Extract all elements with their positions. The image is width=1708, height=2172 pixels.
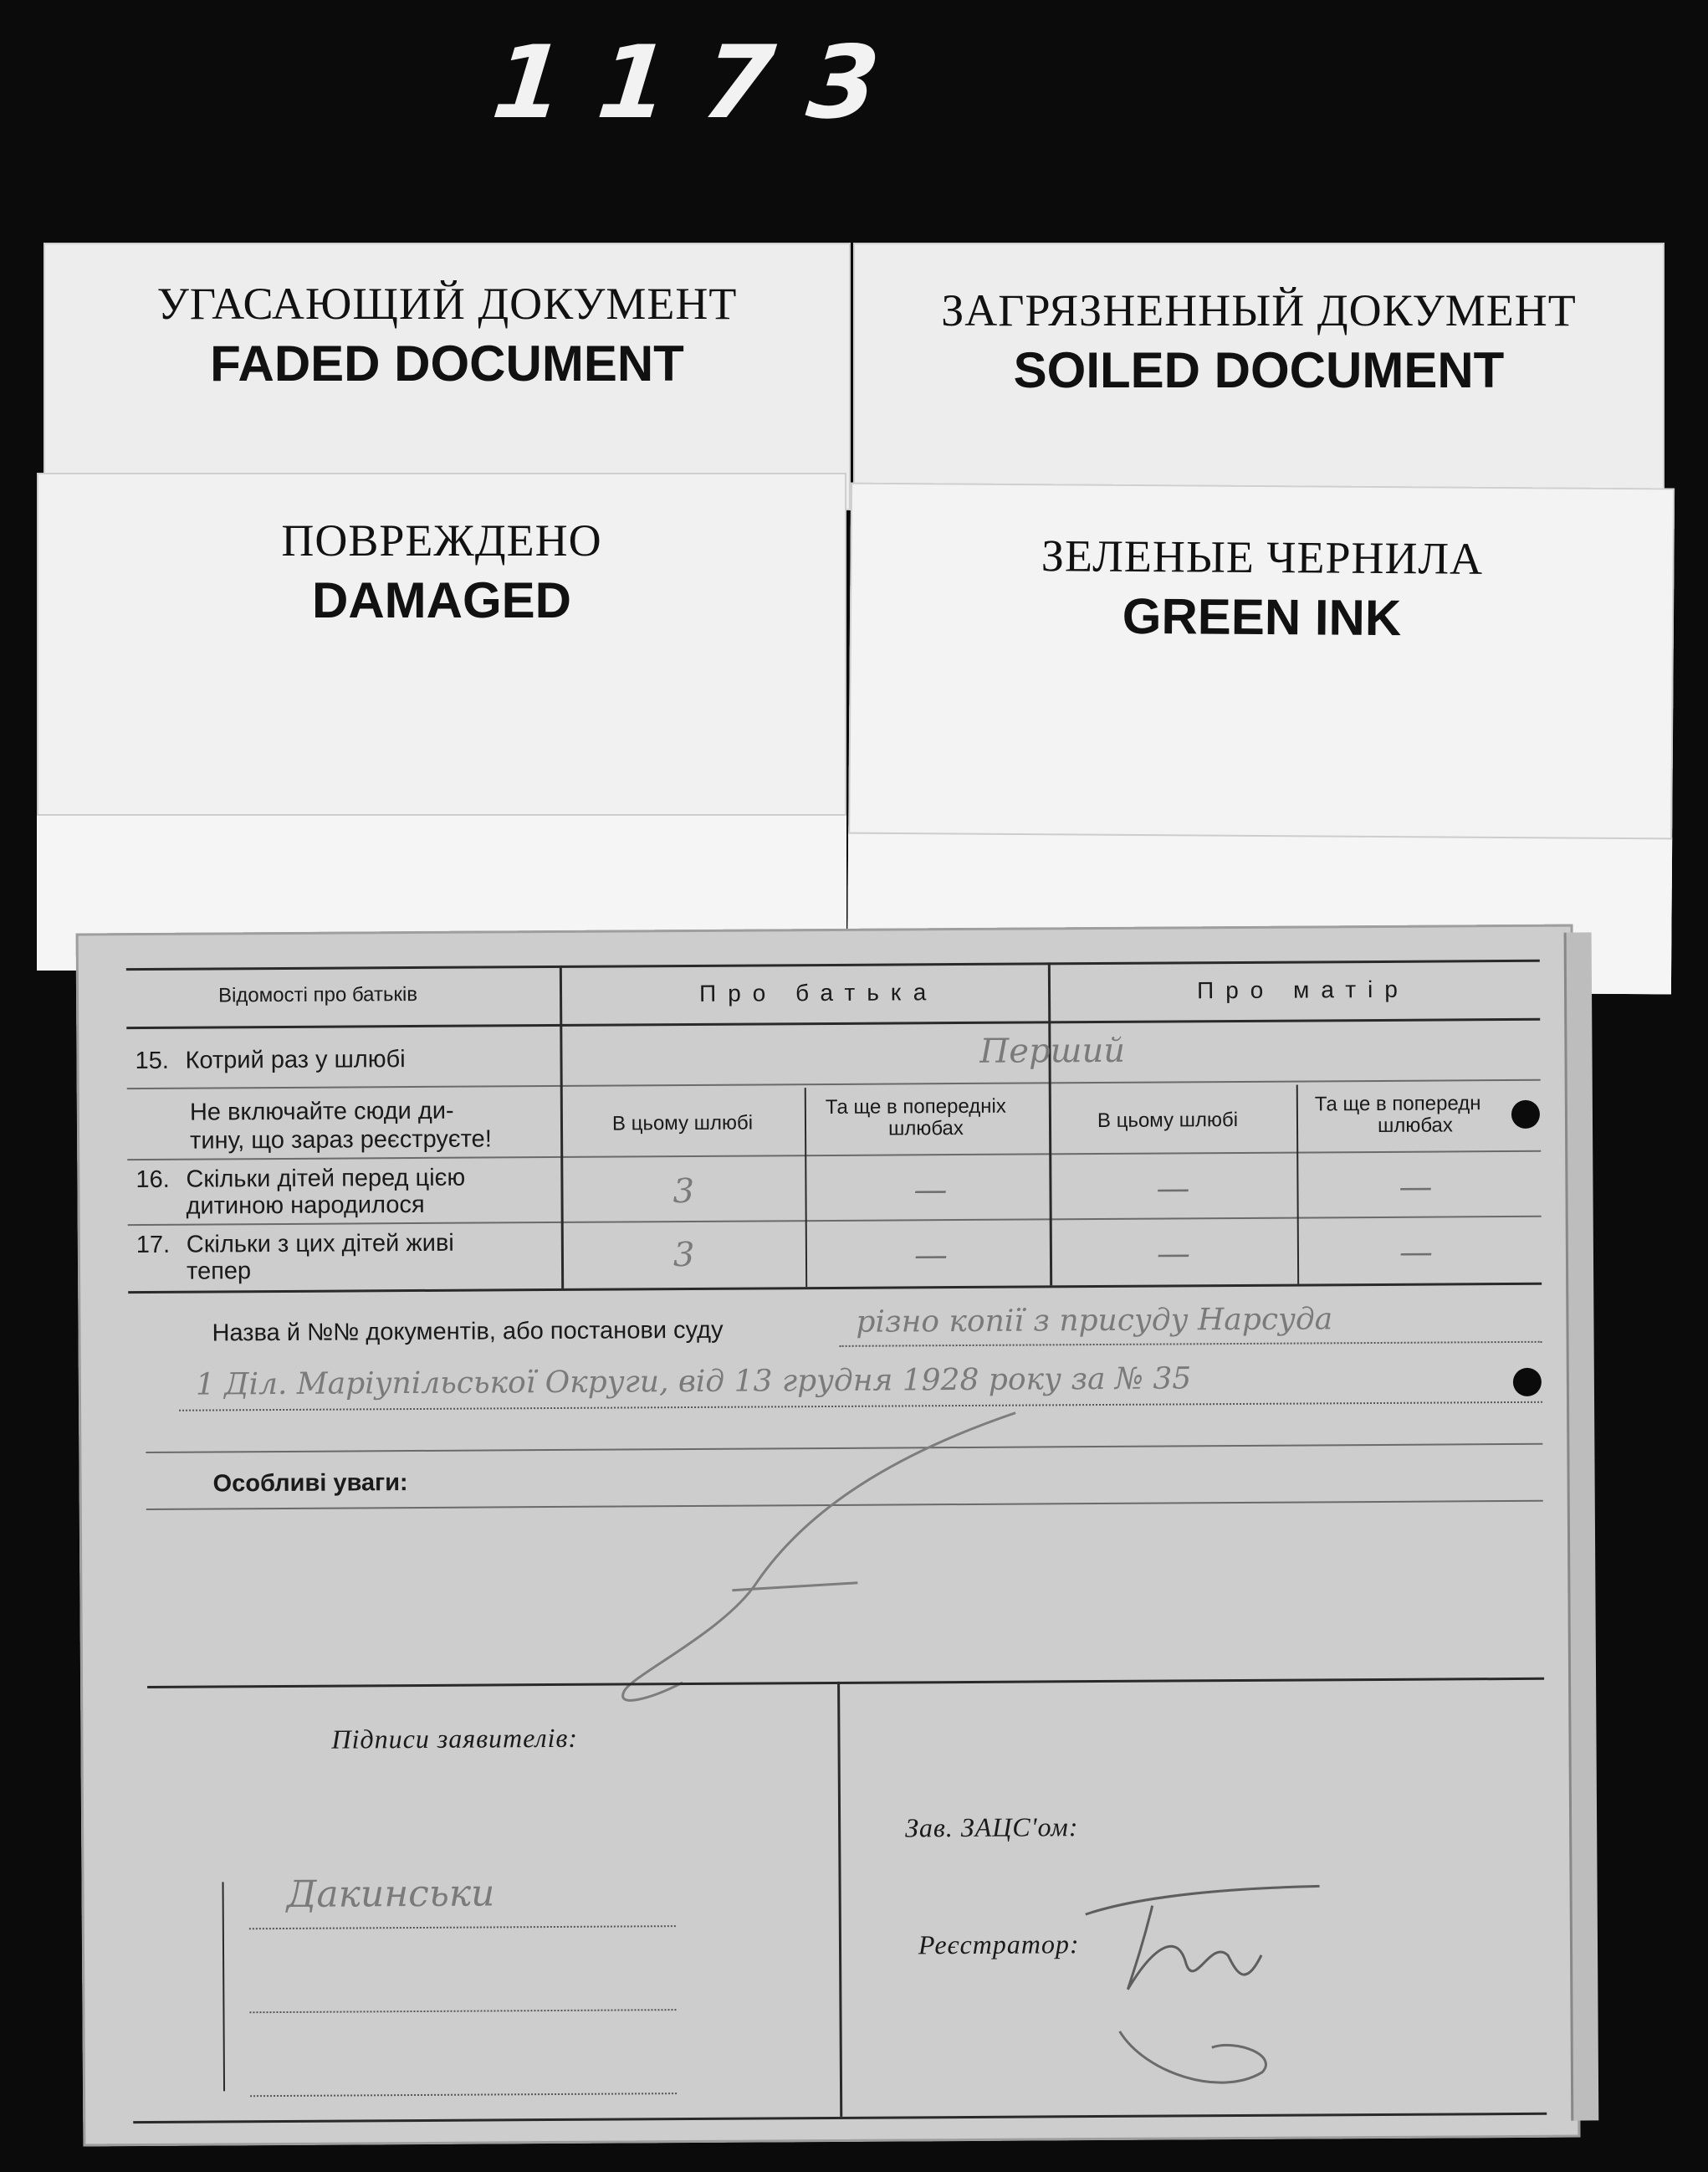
row-16-label-2: дитиною народилося <box>186 1191 425 1220</box>
row-16-father-this: 3 <box>672 1171 695 1212</box>
father-prev-header-1: Та ще в попередніх <box>825 1094 1006 1119</box>
documents-label: Назва й №№ документів, або постанови суду <box>212 1316 724 1347</box>
applicant-signature: Дакинськи <box>286 1872 495 1916</box>
mother-prev-header-2: шлюбах <box>1377 1114 1453 1137</box>
documents-handwritten-1: різно копії з присуду Нарсуда <box>856 1302 1333 1340</box>
signature-bracket <box>222 1882 226 2091</box>
signature-line <box>250 2093 677 2097</box>
green-ink-label <box>847 483 1675 995</box>
row-17-label-1: Скільки з цих дітей живі <box>186 1229 454 1258</box>
head-label: Зав. ЗАЦС'ом: <box>905 1811 1079 1843</box>
damaged-label-en: DAMAGED <box>312 572 571 628</box>
signature-divider <box>837 1682 842 2117</box>
notes-label: Особливі уваги: <box>212 1469 408 1498</box>
signature-line <box>249 1925 676 1929</box>
about-mother-header: Про матір <box>1196 976 1409 1004</box>
registrar-label: Реєстратор: <box>918 1929 1080 1960</box>
table-top-line <box>126 960 1540 971</box>
soiled-label-en: SOILED DOCUMENT <box>1013 342 1505 398</box>
column-line <box>805 1088 807 1287</box>
about-father-header: Про батька <box>698 979 938 1007</box>
page-edge <box>1564 932 1599 2120</box>
column-line <box>560 966 564 1288</box>
row-16-father-prev: — <box>913 1171 948 1210</box>
row-17-father-prev: — <box>913 1236 949 1275</box>
signature-line <box>249 2009 676 2013</box>
soiled-label-ru: ЗАГРЯЗНЕННЫЙ ДОКУМЕНТ <box>941 285 1577 336</box>
row-16-mother-this: — <box>1156 1169 1190 1208</box>
faded-label-ru: УГАСАЮЩИЙ ДОКУМЕНТ <box>156 279 738 329</box>
soiled-document-label <box>853 243 1665 510</box>
note-line-2: тину, що зараз реєструєте! <box>190 1125 492 1155</box>
binding-hole <box>1511 1100 1540 1129</box>
column-line <box>1296 1085 1299 1284</box>
row-17-mother-prev: — <box>1399 1232 1434 1272</box>
row-17-number: 17. <box>136 1231 171 1259</box>
green-ink-label-en: GREEN INK <box>1122 587 1402 647</box>
faded-document-label <box>43 243 851 510</box>
cancel-stroke-mark <box>597 1396 1034 1717</box>
father-this-marriage-header: В цьому шлюбі <box>611 1111 754 1135</box>
table-bottom-line <box>128 1283 1542 1293</box>
documents-handwritten-2: 1 Діл. Маріупільської Округи, від 13 грудня 1928 року за № 35 <box>195 1361 1192 1402</box>
row-15-label: Котрий раз у шлюбі <box>185 1046 406 1074</box>
row-17-mother-this: — <box>1156 1234 1191 1273</box>
header-bottom-line <box>126 1018 1540 1029</box>
row-15-handwritten: Перший <box>979 1031 1126 1071</box>
column-line <box>1048 962 1052 1285</box>
row-17-label-2: тепер <box>186 1258 252 1285</box>
row-17-father-this: 3 <box>672 1235 695 1275</box>
damaged-label-ru: ПОВРЕЖДЕНО <box>281 515 602 566</box>
applicants-signatures-label: Підписи заявителів: <box>331 1722 579 1755</box>
row-15-number: 15. <box>135 1047 169 1075</box>
row-16-label-1: Скільки дітей перед цією <box>186 1164 466 1193</box>
registration-form <box>76 925 1581 2147</box>
damaged-label <box>37 473 846 971</box>
row-16-number: 16. <box>136 1165 170 1194</box>
dotted-line <box>840 1341 1542 1347</box>
mother-this-marriage-header: В цьому шлюбі <box>1097 1108 1239 1133</box>
registrar-signature <box>1068 1862 1346 2107</box>
sheet-number: 1173 <box>487 25 920 141</box>
binding-hole <box>1513 1368 1542 1396</box>
father-prev-header-2: шлюбах <box>887 1117 964 1140</box>
parents-info-header: Відомості про батьків <box>217 982 418 1007</box>
green-ink-label-ru: ЗЕЛЕНЫЕ ЧЕРНИЛА <box>1041 530 1484 584</box>
row-line <box>127 1079 1541 1089</box>
note-line-1: Не включайте сюди ди- <box>189 1097 454 1126</box>
row-16-mother-prev: — <box>1399 1167 1433 1206</box>
faded-label-en: FADED DOCUMENT <box>210 336 684 392</box>
mother-prev-header-1: Та ще в попередн <box>1314 1092 1481 1116</box>
